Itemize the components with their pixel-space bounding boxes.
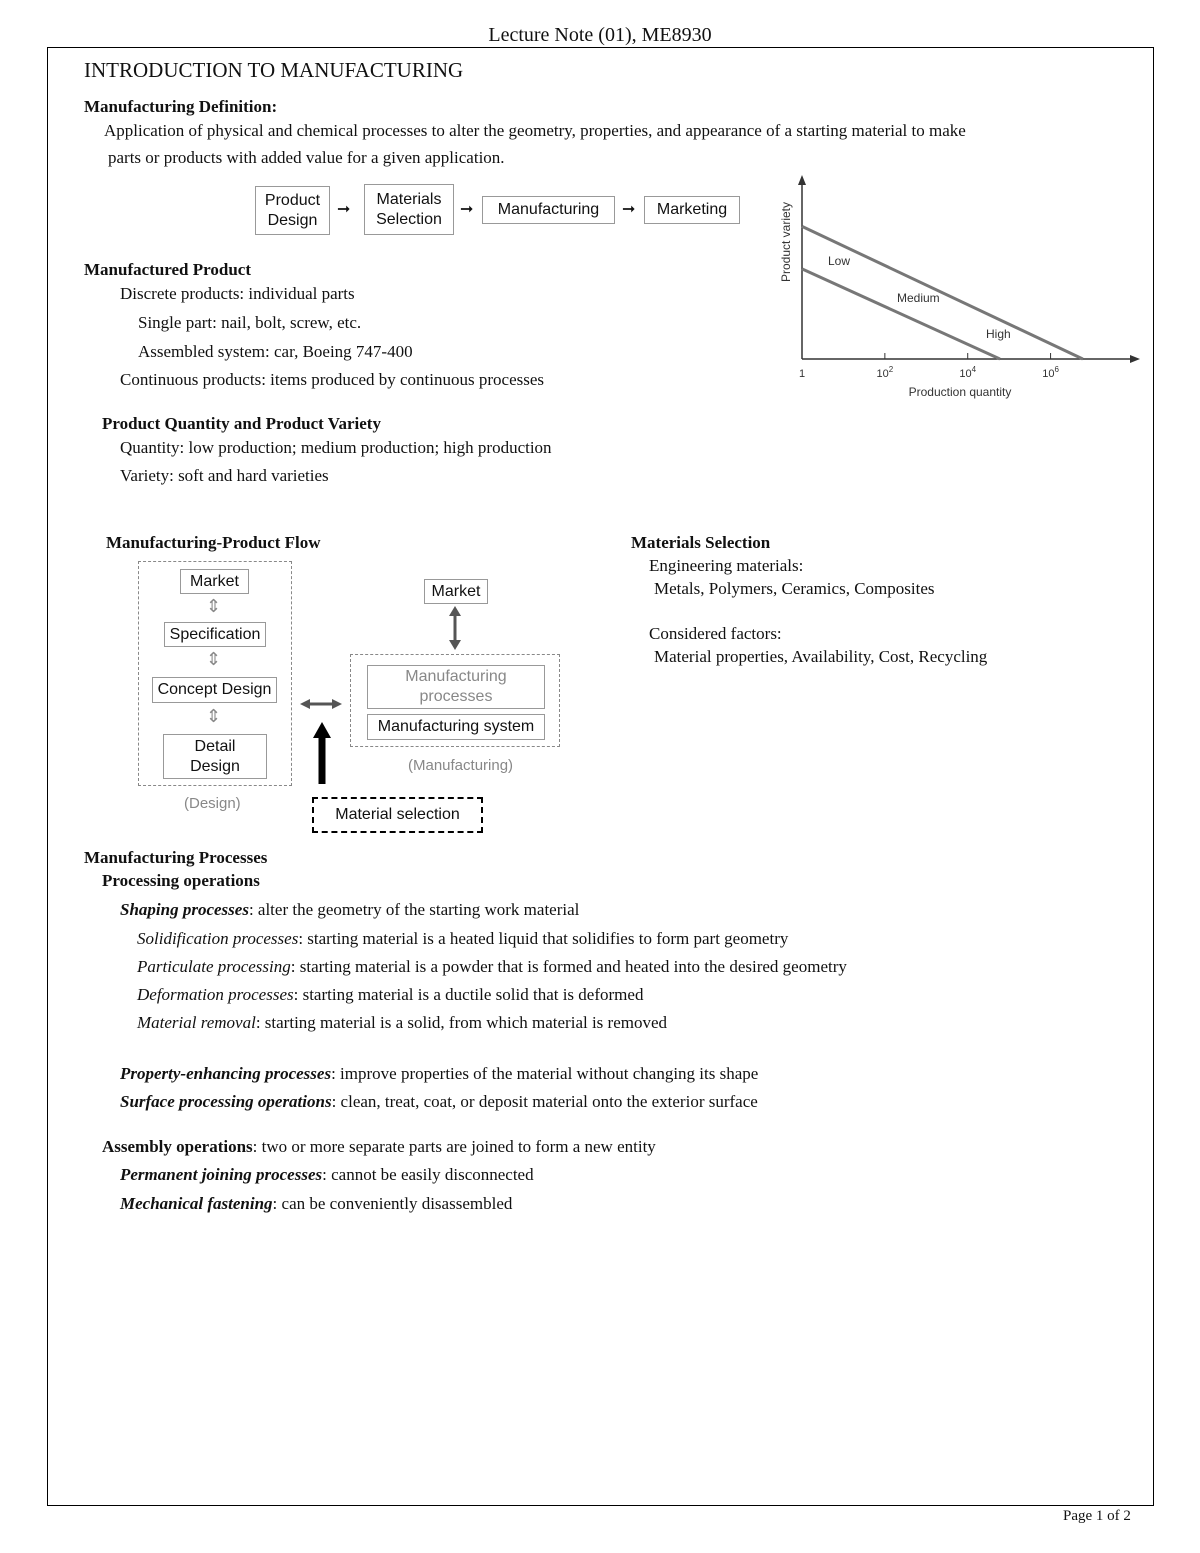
chart-x-axis-label: Production quantity: [908, 385, 1012, 399]
materials-heading: Materials Selection: [631, 533, 771, 552]
product-discrete: Discrete products: individual parts: [120, 284, 355, 303]
materials-engineering: Engineering materials:: [649, 556, 804, 575]
quantity-line: Quantity: low production; medium production; high production: [120, 438, 552, 457]
variety-line: Variety: soft and hard varieties: [120, 466, 329, 485]
removal-term: Material removal: [137, 1013, 256, 1032]
assembly-line: [102, 1137, 656, 1157]
mpf-system-box: Manufacturing system: [367, 714, 545, 740]
chart-x-tick-label: $10^2$: [876, 365, 894, 380]
shaping-line: [120, 900, 579, 920]
chart-x-axis-arrow: [1130, 355, 1140, 363]
assembly-term: Assembly operations: [102, 1137, 253, 1156]
property-term: Property-enhancing processes: [120, 1064, 332, 1083]
mpf-manufacturing: Manufacturing: [405, 668, 507, 685]
flow-box-manufacturing: Manufacturing: [482, 196, 615, 224]
chart-x-tick-label: $10^4$: [959, 365, 977, 380]
surface-line: [120, 1092, 758, 1112]
design-label: (Design): [184, 795, 241, 812]
mpf-processes-box: [367, 665, 545, 709]
particulate-term: Particulate processing: [137, 957, 291, 976]
chart-region-high: High: [986, 327, 1011, 341]
shaping-text: : alter the geometry of the starting work material: [248, 900, 580, 919]
flow-box-product-design: [255, 186, 330, 235]
flow-arrow-icon: ➞: [460, 201, 474, 218]
double-arrow-icon: ⇕: [206, 706, 222, 726]
flow-product: Product: [264, 191, 321, 209]
removal-line: [137, 1013, 667, 1033]
mpf-detail: Detail: [194, 737, 236, 755]
mpf-detail-box: [163, 734, 267, 779]
materials-list: Metals, Polymers, Ceramics, Composites: [654, 579, 935, 598]
chart-y-axis-label: Product variety: [779, 201, 793, 283]
processes-heading: Manufacturing Processes: [84, 848, 268, 867]
flow-box-marketing: Marketing: [644, 196, 740, 224]
vertical-double-arrow-icon: [440, 606, 470, 650]
flow-design: Design: [267, 211, 318, 229]
mpf-processes: processes: [419, 688, 493, 705]
flow-arrow-icon: ➞: [337, 201, 351, 218]
mechanical-line: [120, 1194, 512, 1214]
chart-series-line-2: [802, 269, 1000, 359]
permanent-term: Permanent joining processes: [120, 1165, 323, 1184]
property-text: : improve properties of the material without changing its shape: [331, 1064, 759, 1083]
product-heading: Manufactured Product: [84, 260, 252, 279]
shaping-term: Shaping processes: [120, 900, 249, 919]
solidification-term: Solidification processes: [137, 929, 299, 948]
mpf-design: Design: [190, 757, 240, 775]
mpf-specification-box: Specification: [164, 622, 266, 647]
surface-term: Surface processing operations: [120, 1092, 332, 1111]
quantity-heading: Product Quantity and Product Variety: [102, 414, 381, 433]
material-selection-box: Material selection: [312, 797, 483, 833]
permanent-text: : cannot be easily disconnected: [322, 1165, 534, 1184]
chart-series: [802, 226, 1083, 359]
up-arrow-icon: [312, 722, 332, 784]
mpf-market2-box: Market: [424, 579, 488, 604]
chart-x-tick-label: 1: [798, 368, 806, 380]
mpf-heading: Manufacturing-Product Flow: [106, 533, 321, 552]
chart-x-tick-label: $10^6$: [1042, 365, 1059, 380]
materials-factors-list: Material properties, Availability, Cost, Recycling: [654, 647, 988, 666]
particulate-text: : starting material is a powder that is formed and heated into the desired geometry: [290, 957, 847, 976]
solidification-line: [137, 929, 788, 949]
product-continuous: Continuous products: items produced by continuous processes: [120, 370, 545, 389]
deformation-text: : starting material is a ductile solid that is deformed: [293, 985, 644, 1004]
chart-region-medium: Medium: [897, 291, 940, 305]
surface-text: : clean, treat, coat, or deposit material onto the exterior surface: [331, 1092, 758, 1111]
particulate-line: [137, 957, 847, 977]
assembly-text: : two or more separate parts are joined to form a new entity: [252, 1137, 656, 1156]
definition-line-1: Application of physical and chemical processes to alter the geometry, properties, and appearance of a starting material to make: [104, 121, 966, 140]
page-number: Page 1 of 2: [1063, 1508, 1131, 1524]
removal-text: : starting material is a solid, from which material is removed: [255, 1013, 668, 1032]
mechanical-text: : can be conveniently disassembled: [272, 1194, 513, 1213]
flow-arrow-icon: ➞: [622, 201, 636, 218]
double-arrow-icon: ⇕: [206, 649, 222, 669]
horizontal-double-arrow-icon: [300, 690, 342, 718]
flow-box-materials-selection: [364, 184, 454, 235]
definition-heading: Manufacturing Definition:: [84, 97, 278, 116]
main-title: INTRODUCTION TO MANUFACTURING: [84, 58, 464, 82]
manufacturing-label: (Manufacturing): [408, 757, 514, 774]
flow-materials: Materials: [376, 190, 442, 208]
chart-y-axis-arrow: [798, 175, 806, 185]
flow-selection: Selection: [376, 210, 442, 228]
deformation-term: Deformation processes: [137, 985, 294, 1004]
mpf-concept-box: Concept Design: [152, 677, 277, 703]
definition-line-2: parts or products with added value for a given application.: [108, 148, 505, 167]
deformation-line: [137, 985, 643, 1005]
product-assembled: Assembled system: car, Boeing 747-400: [138, 342, 413, 361]
mpf-market-box: Market: [180, 569, 249, 594]
chart-ticks: [799, 353, 1060, 380]
solidification-text: : starting material is a heated liquid that solidifies to form part geometry: [298, 929, 789, 948]
processing-operations: Processing operations: [102, 871, 260, 890]
permanent-line: [120, 1165, 534, 1185]
property-line: [120, 1064, 758, 1084]
header-title: Lecture Note (01), ME8930: [488, 24, 712, 46]
double-arrow-icon: ⇕: [206, 596, 222, 616]
chart-region-low: Low: [828, 254, 851, 268]
product-single: Single part: nail, bolt, screw, etc.: [138, 313, 362, 332]
chart-axes: [798, 175, 1140, 363]
materials-factors: Considered factors:: [649, 624, 782, 643]
variety-quantity-chart: [770, 170, 1140, 410]
chart-series-line-1: [802, 226, 1083, 359]
mechanical-term: Mechanical fastening: [120, 1194, 273, 1213]
